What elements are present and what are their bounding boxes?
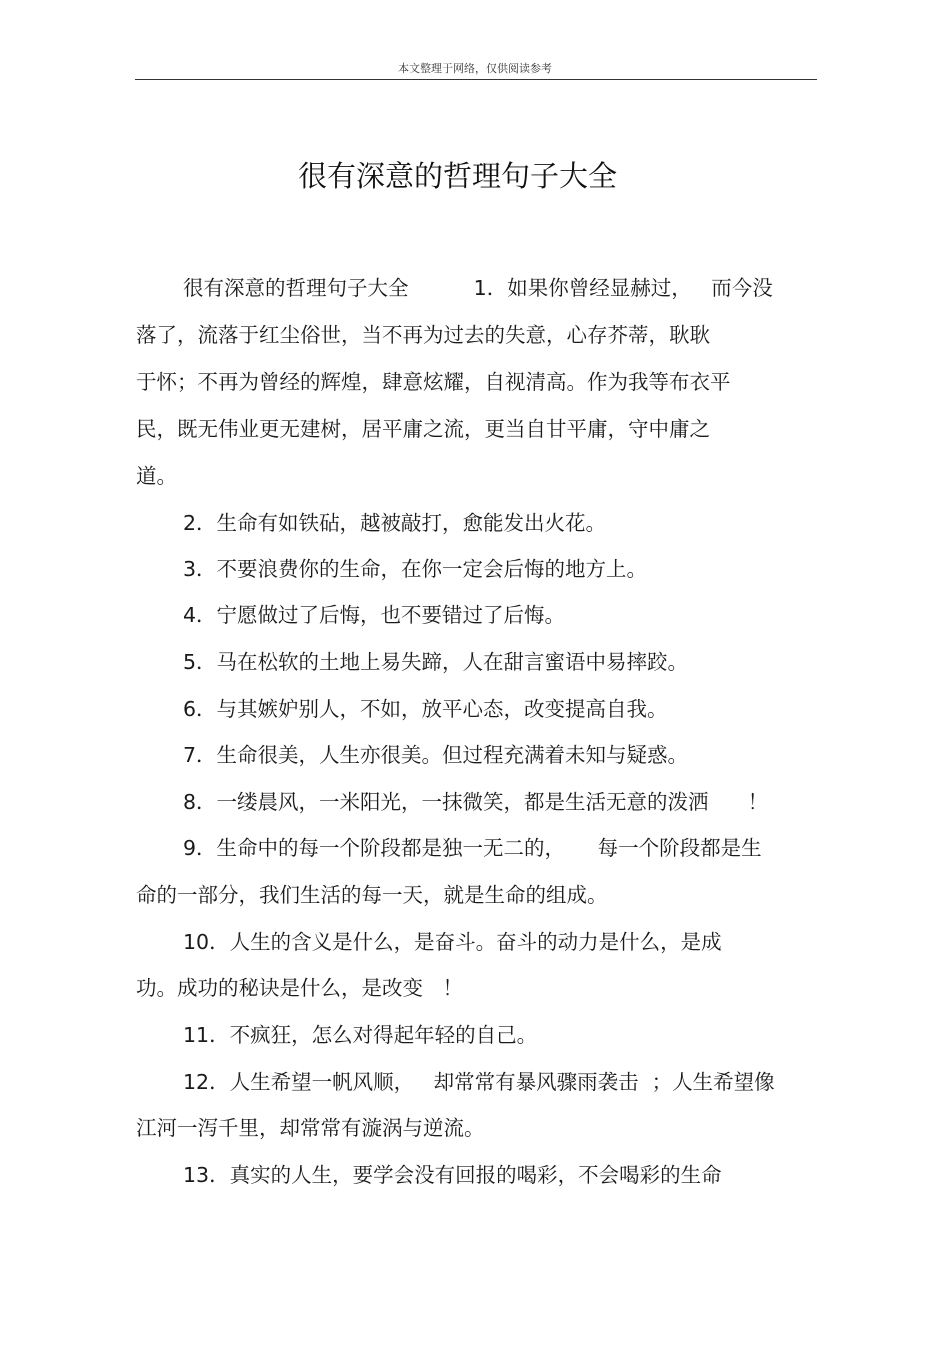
list-item: 3．不要浪费你的生命，在你一定会后悔的地方上。 <box>183 557 648 581</box>
list-item: 9．生命中的每一个阶段都是独一无二的， 每一个阶段都是生 <box>183 836 762 860</box>
paragraph-line: 很有深意的哲理句子大全 1．如果你曾经显赫过， 而今没 <box>183 276 773 300</box>
document-title: 很有深意的哲理句子大全 <box>297 159 617 193</box>
list-item: 4．宁愿做过了后悔，也不要错过了后悔。 <box>183 603 566 627</box>
paragraph-line: 于怀；不再为曾经的辉煌，肆意炫耀，自视清高。作为我等布衣平 <box>136 370 731 394</box>
header-rule <box>135 79 817 80</box>
paragraph-line: 道。 <box>136 464 177 488</box>
list-item: 2．生命有如铁砧，越被敲打，愈能发出火花。 <box>183 511 607 535</box>
paragraph-line: 民，既无伟业更无建树，居平庸之流，更当自甘平庸，守中庸之 <box>136 417 710 441</box>
paragraph-line: 命的一部分，我们生活的每一天，就是生命的组成。 <box>136 883 608 907</box>
list-item: 8．一缕晨风，一米阳光，一抹微笑，都是生活无意的泼洒 ！ <box>183 790 769 814</box>
list-item: 6．与其嫉妒别人，不如，放平心态，改变提高自我。 <box>183 697 668 721</box>
list-item: 13．真实的人生，要学会没有回报的喝彩，不会喝彩的生命 <box>183 1163 722 1187</box>
list-item: 11．不疯狂，怎么对得起年轻的自己。 <box>183 1023 538 1047</box>
list-item: 7．生命很美，人生亦很美。但过程充满着未知与疑惑。 <box>183 743 689 767</box>
paragraph-line: 江河一泻千里，却常常有漩涡与逆流。 <box>136 1116 485 1140</box>
list-item: 12．人生希望一帆风顺， 却常常有暴风骤雨袭击 ；人生希望像 <box>183 1070 775 1094</box>
list-item: 10．人生的含义是什么，是奋斗。奋斗的动力是什么，是成 <box>183 930 722 954</box>
page-header-note: 本文整理于网络，仅供阅读参考 <box>398 62 552 75</box>
paragraph-line: 落了，流落于红尘俗世，当不再为过去的失意，心存芥蒂，耿耿 <box>136 323 710 347</box>
list-item: 5．马在松软的土地上易失蹄，人在甜言蜜语中易摔跤。 <box>183 650 689 674</box>
paragraph-line: 功。成功的秘诀是什么，是改变 ！ <box>136 976 464 1000</box>
